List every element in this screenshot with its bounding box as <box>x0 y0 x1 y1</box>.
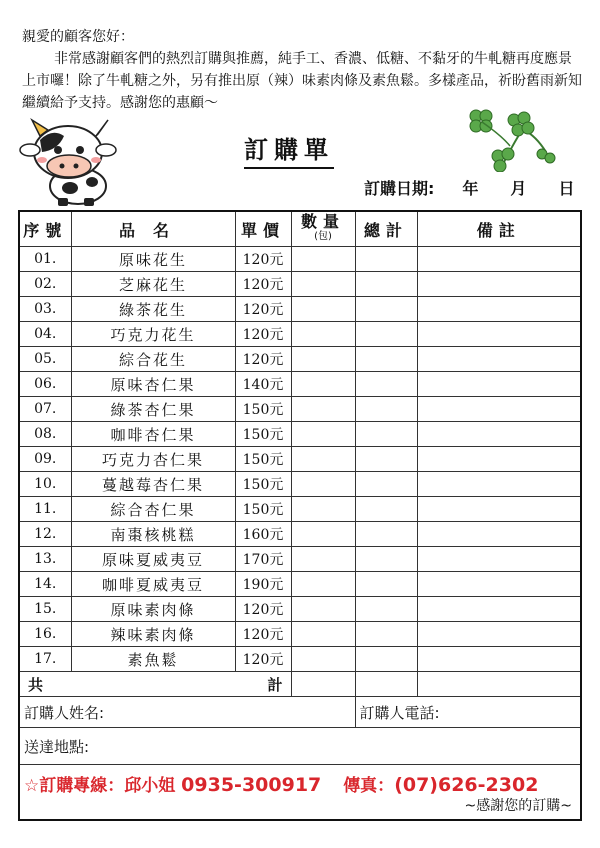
row-no: 10. <box>19 472 71 497</box>
row-note-cell[interactable] <box>417 597 581 622</box>
table-row <box>19 472 581 497</box>
row-qty-cell[interactable] <box>291 572 355 597</box>
buyer-name-label: 訂購人姓名: <box>24 703 105 722</box>
row-qty-cell[interactable] <box>291 622 355 647</box>
header-no: 序號 <box>19 211 71 247</box>
row-no: 05. <box>19 347 71 372</box>
intro-text <box>22 26 582 114</box>
table-row <box>19 497 581 522</box>
row-note-cell[interactable] <box>417 522 581 547</box>
row-qty-cell[interactable] <box>291 347 355 372</box>
row-qty-cell[interactable] <box>291 447 355 472</box>
contact-footer <box>19 765 581 821</box>
row-price: 120元 <box>235 272 291 297</box>
total-sum-cell[interactable] <box>355 672 417 697</box>
row-no: 06. <box>19 372 71 397</box>
row-qty-cell[interactable] <box>291 647 355 672</box>
table-row <box>19 447 581 472</box>
row-qty-cell[interactable] <box>291 397 355 422</box>
row-no: 01. <box>19 247 71 272</box>
order-date-year: 年 <box>462 179 479 198</box>
row-product-name: 辣味素肉條 <box>71 622 235 647</box>
total-right: 計 <box>267 675 283 694</box>
hotline-number: 0935-300917 <box>181 774 322 796</box>
row-total-cell[interactable] <box>355 422 417 447</box>
row-product-name: 咖啡杏仁果 <box>71 422 235 447</box>
page-title: 訂購單 <box>244 130 334 169</box>
table-row <box>19 522 581 547</box>
header-price: 單價 <box>235 211 291 247</box>
row-qty-cell[interactable] <box>291 247 355 272</box>
row-note-cell[interactable] <box>417 447 581 472</box>
total-row-label <box>19 672 291 697</box>
row-no: 04. <box>19 322 71 347</box>
row-note-cell[interactable] <box>417 247 581 272</box>
row-qty-cell[interactable] <box>291 272 355 297</box>
row-price: 150元 <box>235 497 291 522</box>
row-note-cell[interactable] <box>417 372 581 397</box>
row-qty-cell[interactable] <box>291 522 355 547</box>
row-price: 190元 <box>235 572 291 597</box>
row-product-name: 素魚鬆 <box>71 647 235 672</box>
fax-number: (07)626-2302 <box>394 774 539 796</box>
fax-label: 傳真： <box>343 776 395 796</box>
table-row <box>19 372 581 397</box>
hotline <box>20 771 580 796</box>
table-row <box>19 347 581 372</box>
row-product-name: 原味素肉條 <box>71 597 235 622</box>
row-note-cell[interactable] <box>417 472 581 497</box>
delivery-address-field[interactable] <box>19 728 581 765</box>
row-qty-cell[interactable] <box>291 472 355 497</box>
row-no: 03. <box>19 297 71 322</box>
row-total-cell[interactable] <box>355 272 417 297</box>
row-qty-cell[interactable] <box>291 497 355 522</box>
row-total-cell[interactable] <box>355 247 417 272</box>
row-no: 12. <box>19 522 71 547</box>
table-row <box>19 272 581 297</box>
row-note-cell[interactable] <box>417 397 581 422</box>
row-product-name: 綠茶杏仁果 <box>71 397 235 422</box>
table-row <box>19 572 581 597</box>
row-qty-cell[interactable] <box>291 322 355 347</box>
buyer-phone-label: 訂購人電話: <box>359 703 440 722</box>
delivery-address-label: 送達地點: <box>24 737 90 756</box>
header-qty <box>291 211 355 247</box>
table-row <box>19 547 581 572</box>
row-note-cell[interactable] <box>417 422 581 447</box>
row-price: 120元 <box>235 347 291 372</box>
row-note-cell[interactable] <box>417 347 581 372</box>
hotline-label: ☆訂購專線：邱小姐 <box>24 776 176 796</box>
row-note-cell[interactable] <box>417 272 581 297</box>
row-price: 150元 <box>235 447 291 472</box>
row-total-cell[interactable] <box>355 397 417 422</box>
row-product-name: 原味杏仁果 <box>71 372 235 397</box>
row-price: 120元 <box>235 597 291 622</box>
row-price: 160元 <box>235 522 291 547</box>
row-total-cell[interactable] <box>355 597 417 622</box>
row-no: 15. <box>19 597 71 622</box>
row-price: 120元 <box>235 647 291 672</box>
row-qty-cell[interactable] <box>291 297 355 322</box>
header-name: 品名 <box>71 211 235 247</box>
table-row <box>19 397 581 422</box>
row-no: 13. <box>19 547 71 572</box>
row-no: 11. <box>19 497 71 522</box>
row-product-name: 綠茶花生 <box>71 297 235 322</box>
table-row <box>19 597 581 622</box>
thanks-note: ~感謝您的訂購~ <box>464 798 572 814</box>
table-row <box>19 297 581 322</box>
row-qty-cell[interactable] <box>291 372 355 397</box>
row-price: 150元 <box>235 422 291 447</box>
row-price: 120元 <box>235 247 291 272</box>
table-row <box>19 247 581 272</box>
header-qty-label: 數量 <box>300 212 345 231</box>
row-product-name: 原味花生 <box>71 247 235 272</box>
row-total-cell[interactable] <box>355 497 417 522</box>
row-no: 07. <box>19 397 71 422</box>
total-left: 共 <box>28 675 44 694</box>
row-product-name: 南棗核桃糕 <box>71 522 235 547</box>
greeting: 親愛的顧客您好： <box>22 29 134 45</box>
header-note: 備註 <box>417 211 581 247</box>
row-product-name: 綜合花生 <box>71 347 235 372</box>
row-price: 120元 <box>235 622 291 647</box>
row-total-cell[interactable] <box>355 522 417 547</box>
row-total-cell[interactable] <box>355 547 417 572</box>
row-total-cell[interactable] <box>355 447 417 472</box>
row-total-cell[interactable] <box>355 472 417 497</box>
row-total-cell[interactable] <box>355 622 417 647</box>
row-qty-cell[interactable] <box>291 547 355 572</box>
row-total-cell[interactable] <box>355 647 417 672</box>
row-price: 120元 <box>235 297 291 322</box>
header-total: 總計 <box>355 211 417 247</box>
order-date-month: 月 <box>510 179 527 198</box>
row-price: 140元 <box>235 372 291 397</box>
row-no: 08. <box>19 422 71 447</box>
row-product-name: 蔓越莓杏仁果 <box>71 472 235 497</box>
order-table <box>18 210 582 821</box>
intro-body: 非常感謝顧客們的熱烈訂購與推薦，純手工、香濃、低糖、不黏牙的牛軋糖再度應景上市囉！除了牛軋糖之外，另有推出原（辣）味素肉條及素魚鬆。多樣產品，祈盼舊雨新知繼續給予支持。感謝您的惠顧～ <box>22 51 582 111</box>
table-row <box>19 622 581 647</box>
row-no: 16. <box>19 622 71 647</box>
clover-icon <box>462 106 558 172</box>
row-total-cell[interactable] <box>355 347 417 372</box>
order-date-label: 訂購日期: <box>364 179 435 198</box>
row-qty-cell[interactable] <box>291 597 355 622</box>
row-note-cell[interactable] <box>417 572 581 597</box>
row-total-cell[interactable] <box>355 297 417 322</box>
row-price: 120元 <box>235 322 291 347</box>
order-date-day: 日 <box>558 179 575 198</box>
row-price: 150元 <box>235 472 291 497</box>
row-product-name: 芝麻花生 <box>71 272 235 297</box>
row-no: 02. <box>19 272 71 297</box>
row-product-name: 咖啡夏威夷豆 <box>71 572 235 597</box>
row-total-cell[interactable] <box>355 372 417 397</box>
total-qty-cell[interactable] <box>291 672 355 697</box>
order-date <box>364 176 574 199</box>
row-note-cell[interactable] <box>417 622 581 647</box>
row-product-name: 原味夏威夷豆 <box>71 547 235 572</box>
table-row <box>19 322 581 347</box>
row-note-cell[interactable] <box>417 297 581 322</box>
row-note-cell[interactable] <box>417 647 581 672</box>
total-note-cell[interactable] <box>417 672 581 697</box>
cow-mascot-icon <box>18 116 128 208</box>
buyer-name-field[interactable] <box>19 697 355 728</box>
table-row <box>19 422 581 447</box>
row-total-cell[interactable] <box>355 572 417 597</box>
buyer-phone-field[interactable] <box>355 697 581 728</box>
row-note-cell[interactable] <box>417 547 581 572</box>
row-no: 09. <box>19 447 71 472</box>
row-product-name: 巧克力杏仁果 <box>71 447 235 472</box>
row-note-cell[interactable] <box>417 322 581 347</box>
row-price: 170元 <box>235 547 291 572</box>
header-qty-unit: (包) <box>314 231 332 242</box>
table-row <box>19 647 581 672</box>
row-qty-cell[interactable] <box>291 422 355 447</box>
row-no: 14. <box>19 572 71 597</box>
row-product-name: 巧克力花生 <box>71 322 235 347</box>
row-no: 17. <box>19 647 71 672</box>
row-product-name: 綜合杏仁果 <box>71 497 235 522</box>
row-total-cell[interactable] <box>355 322 417 347</box>
row-note-cell[interactable] <box>417 497 581 522</box>
row-price: 150元 <box>235 397 291 422</box>
